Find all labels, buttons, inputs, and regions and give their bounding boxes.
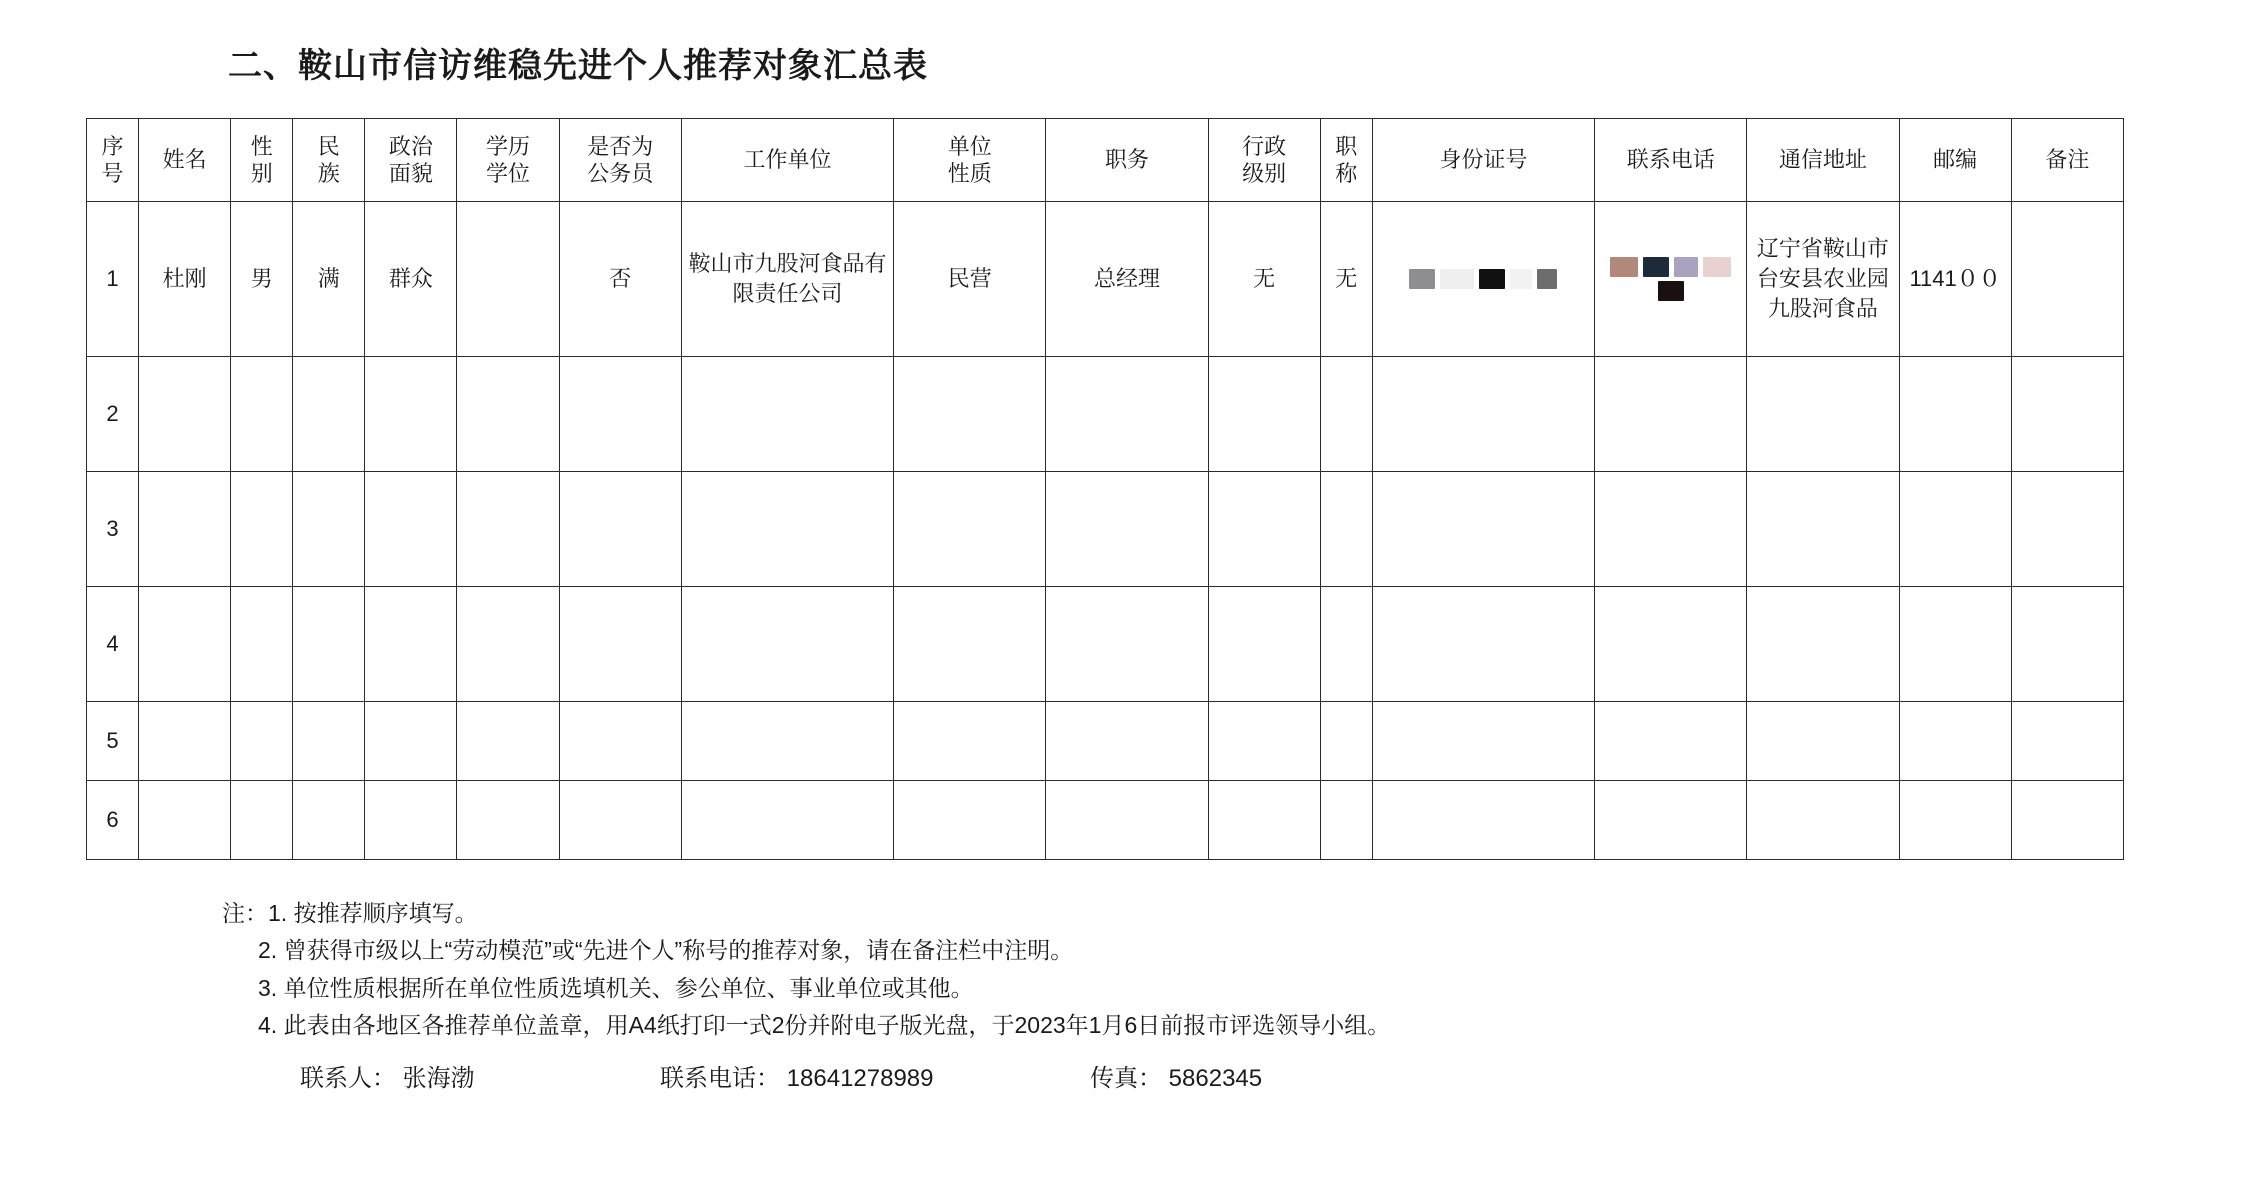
- note-line: [222, 970, 2022, 1007]
- cell-admin-level: [1208, 781, 1320, 860]
- cell-position: [1046, 702, 1208, 781]
- cell-id-number: [1372, 702, 1594, 781]
- cell-civil-servant: [559, 781, 681, 860]
- cell-admin-level: [1208, 587, 1320, 702]
- cell-id-number: [1372, 587, 1594, 702]
- cell-work-unit: [681, 587, 893, 702]
- contact-person-value: 张海渤: [402, 1065, 475, 1092]
- cell-admin-level: [1208, 357, 1320, 472]
- column-header-civil-servant: [559, 119, 681, 202]
- header-line-1: 行政: [1242, 133, 1287, 159]
- note-item-2: 2. 曾获得市级以上“劳动模范”或“先进个人”称号的推荐对象，请在备注栏中注明。: [258, 937, 1074, 964]
- cell-unit-nature: [894, 702, 1046, 781]
- cell-phone: [1595, 702, 1747, 781]
- cell-ethnicity: [293, 357, 365, 472]
- column-header-remark: [2011, 119, 2123, 202]
- cell-postcode: [1899, 472, 2011, 587]
- cell-id-number: [1372, 472, 1594, 587]
- redaction-block: [1479, 269, 1505, 289]
- cell-unit-nature: [894, 472, 1046, 587]
- cell-education: [457, 202, 559, 357]
- contact-fax-value: 5862345: [1168, 1065, 1263, 1092]
- redaction-block: [1409, 269, 1435, 289]
- cell-postcode: [1899, 587, 2011, 702]
- cell-seq: 2: [87, 357, 139, 472]
- cell-address: [1747, 472, 1899, 587]
- cell-name: [139, 781, 231, 860]
- redaction-block: [1703, 257, 1731, 277]
- cell-remark: [2011, 702, 2123, 781]
- cell-education: [457, 357, 559, 472]
- cell-admin-level: [1208, 472, 1320, 587]
- table-row: [87, 781, 2124, 860]
- cell-gender: [231, 472, 293, 587]
- cell-address: [1747, 587, 1899, 702]
- cell-work-unit: 鞍山市九股河食品有限责任公司: [681, 202, 893, 357]
- notes-label: 注：: [222, 900, 268, 926]
- cell-political-status: [365, 472, 457, 587]
- cell-position: 总经理: [1046, 202, 1208, 357]
- cell-political-status: [365, 357, 457, 472]
- cell-work-unit: [681, 781, 893, 860]
- cell-unit-nature: [894, 781, 1046, 860]
- header-line-2: 称: [1335, 161, 1358, 186]
- table-row: [87, 587, 2124, 702]
- header-line-1: 是否为: [587, 133, 654, 159]
- note-line: [222, 1007, 2022, 1044]
- header-line-2: 级别: [1242, 161, 1287, 186]
- column-header-postcode: [1899, 119, 2011, 202]
- header-line-1: 民: [317, 133, 340, 159]
- contact-phone-label: 联系电话：: [660, 1065, 780, 1092]
- cell-position: [1046, 781, 1208, 860]
- cell-admin-level: 无: [1208, 202, 1320, 357]
- cell-address: 辽宁省鞍山市台安县农业园九股河食品: [1747, 202, 1899, 357]
- cell-admin-level: [1208, 702, 1320, 781]
- cell-postcode: [1899, 702, 2011, 781]
- contact-phone: [660, 1058, 1090, 1093]
- column-header-position: [1046, 119, 1208, 202]
- contact-fax: [1090, 1058, 1390, 1093]
- cell-gender: [231, 587, 293, 702]
- cell-position: [1046, 587, 1208, 702]
- cell-education: [457, 702, 559, 781]
- cell-unit-nature: [894, 587, 1046, 702]
- cell-remark: [2011, 781, 2123, 860]
- column-header-political-status: [365, 119, 457, 202]
- cell-ethnicity: [293, 472, 365, 587]
- cell-political-status: [365, 781, 457, 860]
- table-header-row: [87, 119, 2124, 202]
- cell-civil-servant: [559, 472, 681, 587]
- header-line-1: 学历: [486, 133, 531, 159]
- header-line-1: 序: [101, 133, 124, 159]
- table-row: [87, 702, 2124, 781]
- header-line-1: 姓名: [162, 147, 207, 173]
- header-line-2: 族: [317, 161, 340, 186]
- note-line: [222, 895, 2022, 932]
- contact-phone-value: 18641278989: [786, 1065, 934, 1092]
- cell-gender: 男: [231, 202, 293, 357]
- note-item-3: 3. 单位性质根据所在单位性质选填机关、参公单位、事业单位或其他。: [258, 974, 974, 1001]
- cell-title: [1320, 472, 1372, 587]
- column-header-ethnicity: [293, 119, 365, 202]
- cell-work-unit: [681, 357, 893, 472]
- column-header-title: [1320, 119, 1372, 202]
- notes-block: [222, 895, 2022, 1044]
- cell-address: [1747, 781, 1899, 860]
- table-row: [87, 357, 2124, 472]
- cell-gender: [231, 357, 293, 472]
- header-line-1: 备注: [2045, 147, 2090, 173]
- contact-person-label: 联系人：: [300, 1065, 396, 1092]
- cell-seq: 1: [87, 202, 139, 357]
- table-row: [87, 202, 2124, 357]
- cell-title: [1320, 357, 1372, 472]
- header-line-1: 单位: [947, 133, 992, 159]
- cell-name: [139, 357, 231, 472]
- cell-name: 杜刚: [139, 202, 231, 357]
- note-line: [222, 932, 2022, 969]
- cell-position: [1046, 472, 1208, 587]
- cell-education: [457, 781, 559, 860]
- cell-remark: [2011, 587, 2123, 702]
- header-line-2: 面貌: [388, 161, 433, 186]
- header-line-2: 别: [250, 161, 273, 186]
- column-header-gender: [231, 119, 293, 202]
- footer-contact-line: [300, 1058, 2000, 1093]
- cell-ethnicity: 满: [293, 202, 365, 357]
- page-title: 二、鞍山市信访维稳先进个人推荐对象汇总表: [228, 47, 928, 85]
- cell-political-status: [365, 587, 457, 702]
- note-item-1: 1. 按推荐顺序填写。: [268, 900, 478, 926]
- contact-fax-label: 传真：: [1090, 1065, 1162, 1092]
- contact-person: [300, 1058, 660, 1093]
- cell-ethnicity: [293, 587, 365, 702]
- column-header-work-unit: [681, 119, 893, 202]
- header-line-1: 身份证号: [1439, 147, 1528, 173]
- cell-phone: [1595, 781, 1747, 860]
- cell-ethnicity: [293, 702, 365, 781]
- column-header-seq: [87, 119, 139, 202]
- cell-postcode: [1899, 781, 2011, 860]
- cell-phone: [1595, 357, 1747, 472]
- cell-seq: 3: [87, 472, 139, 587]
- column-header-id-number: [1372, 119, 1594, 202]
- cell-civil-servant: [559, 702, 681, 781]
- header-line-1: 职: [1335, 133, 1358, 159]
- cell-title: [1320, 781, 1372, 860]
- column-header-name: [139, 119, 231, 202]
- cell-postcode: 1141００: [1899, 202, 2011, 357]
- redaction-block: [1510, 269, 1532, 289]
- cell-address: [1747, 357, 1899, 472]
- table-row: [87, 472, 2124, 587]
- cell-seq: 4: [87, 587, 139, 702]
- cell-civil-servant: [559, 357, 681, 472]
- redaction-block: [1610, 257, 1638, 277]
- cell-gender: [231, 781, 293, 860]
- cell-unit-nature: 民营: [894, 202, 1046, 357]
- redaction-block: [1658, 281, 1684, 301]
- cell-id-number-redacted: [1372, 202, 1594, 357]
- header-line-1: 工作单位: [743, 147, 832, 173]
- redaction-blocks: [1376, 267, 1591, 291]
- column-header-education: [457, 119, 559, 202]
- cell-political-status: [365, 702, 457, 781]
- cell-unit-nature: [894, 357, 1046, 472]
- cell-work-unit: [681, 472, 893, 587]
- header-line-2: 学位: [486, 161, 531, 186]
- cell-remark: [2011, 472, 2123, 587]
- note-item-4: 4. 此表由各地区各推荐单位盖章，用A4纸打印一式2份并附电子版光盘，于2023年1月6日前报市评选领导小组。: [258, 1011, 1391, 1038]
- cell-id-number: [1372, 781, 1594, 860]
- column-header-admin-level: [1208, 119, 1320, 202]
- header-line-1: 政治: [388, 133, 433, 159]
- redaction-blocks: [1598, 255, 1743, 303]
- header-line-1: 邮编: [1933, 147, 1978, 173]
- header-line-2: 公务员: [587, 161, 654, 186]
- redaction-block: [1643, 257, 1669, 277]
- cell-phone-redacted: [1595, 202, 1747, 357]
- column-header-address: [1747, 119, 1899, 202]
- redaction-block: [1537, 269, 1557, 289]
- cell-civil-servant: [559, 587, 681, 702]
- cell-work-unit: [681, 702, 893, 781]
- cell-remark: [2011, 357, 2123, 472]
- cell-title: [1320, 587, 1372, 702]
- redaction-block: [1440, 269, 1474, 289]
- cell-postcode: [1899, 357, 2011, 472]
- recommendation-summary-table: [86, 118, 2124, 860]
- cell-phone: [1595, 472, 1747, 587]
- cell-name: [139, 702, 231, 781]
- cell-education: [457, 472, 559, 587]
- redaction-block: [1674, 257, 1698, 277]
- header-line-1: 联系电话: [1626, 147, 1715, 173]
- header-line-1: 职务: [1104, 147, 1149, 173]
- header-line-1: 性: [250, 133, 273, 159]
- cell-civil-servant: 否: [559, 202, 681, 357]
- cell-seq: 6: [87, 781, 139, 860]
- column-header-phone: [1595, 119, 1747, 202]
- header-line-2: 号: [101, 161, 124, 186]
- cell-title: 无: [1320, 202, 1372, 357]
- column-header-unit-nature: [894, 119, 1046, 202]
- cell-seq: 5: [87, 702, 139, 781]
- cell-education: [457, 587, 559, 702]
- cell-name: [139, 587, 231, 702]
- cell-remark: [2011, 202, 2123, 357]
- cell-ethnicity: [293, 781, 365, 860]
- cell-gender: [231, 702, 293, 781]
- cell-title: [1320, 702, 1372, 781]
- cell-address: [1747, 702, 1899, 781]
- cell-id-number: [1372, 357, 1594, 472]
- cell-position: [1046, 357, 1208, 472]
- header-line-1: 通信地址: [1778, 147, 1867, 173]
- cell-phone: [1595, 587, 1747, 702]
- cell-name: [139, 472, 231, 587]
- header-line-2: 性质: [947, 161, 992, 186]
- cell-political-status: 群众: [365, 202, 457, 357]
